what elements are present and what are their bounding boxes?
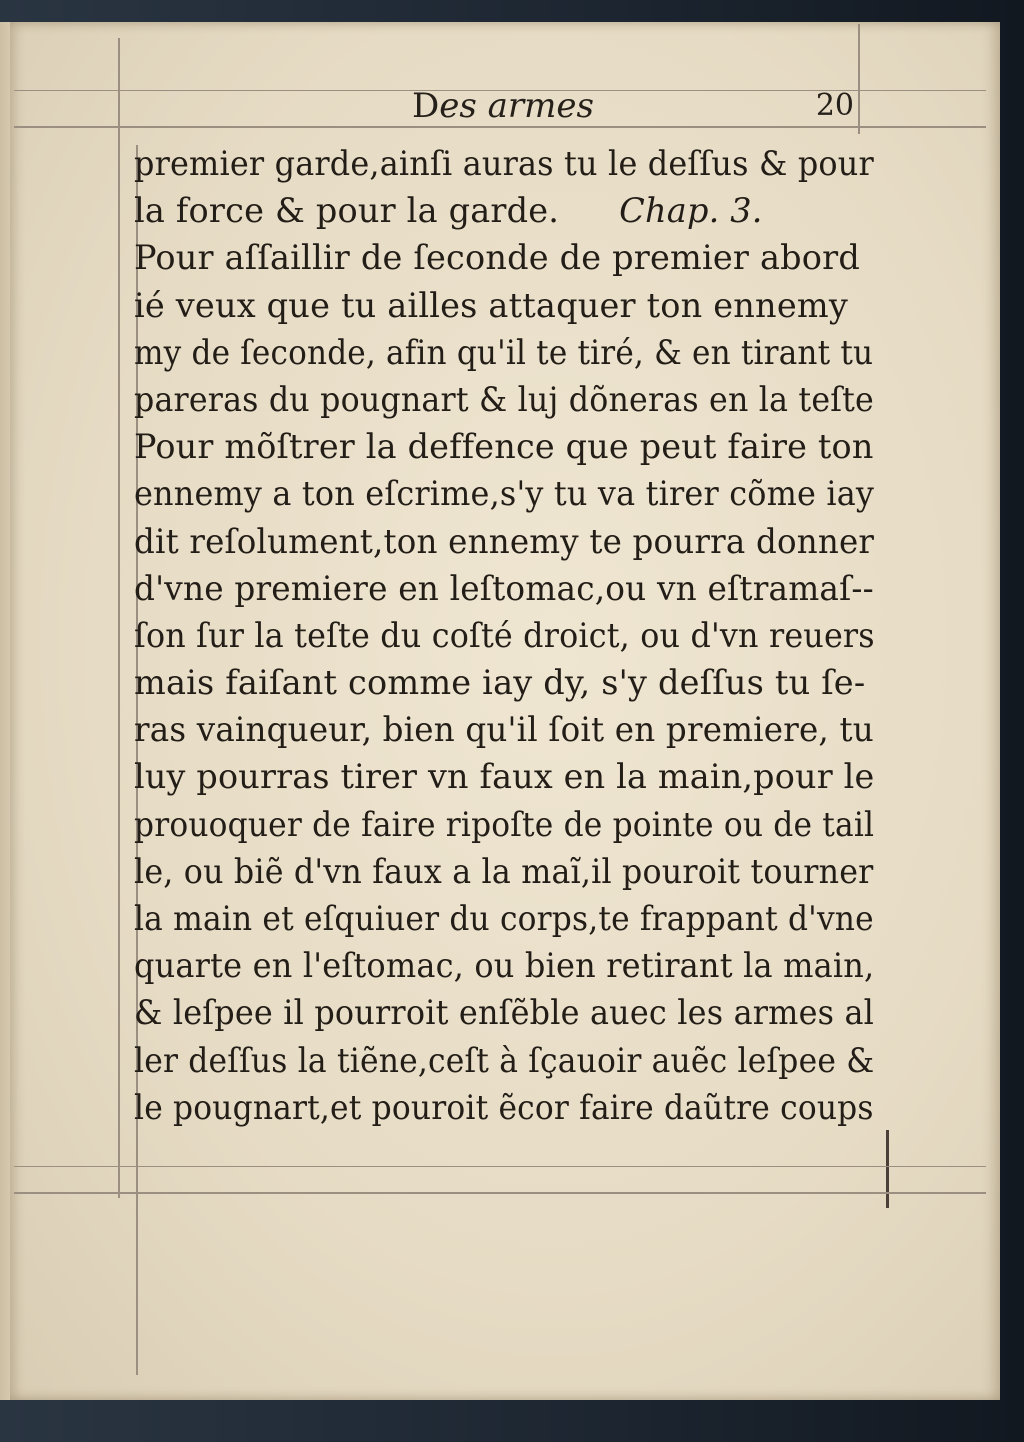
text-line: quarte en l'eſtomac, ou bien retirant la main, <box>134 946 875 986</box>
text-line: le pougnart,et pouroit ẽcor faire daũtre coups <box>134 1087 874 1127</box>
chapter-mark: Chap. 3. <box>619 191 763 231</box>
frame-rule-left-outer <box>118 38 120 1198</box>
frame-rule-bottom <box>14 1166 986 1167</box>
text-line: ié veux que tu ailles attaquer ton ennemy <box>134 285 848 325</box>
frame-rule-right <box>858 24 860 134</box>
frame-rule-right-lower <box>886 1130 889 1208</box>
frame-rule-footer <box>14 1192 986 1194</box>
text-block <box>134 140 874 1131</box>
text-line: d'vne premiere en leſtomac,ou vn eſtramaſ-- <box>134 568 874 608</box>
text-line: pareras du pougnart & luj dõneras en la teſte <box>134 379 874 419</box>
text-line: prouoquer de faire ripoſte de pointe ou de tail <box>134 804 875 844</box>
text-line: ennemy a ton eſcrime,s'y tu va tirer cõme iay <box>134 474 875 514</box>
running-title-initial: D <box>412 86 440 126</box>
text-line: luy pourras tirer vn faux en la main,pour le <box>134 757 875 797</box>
text-line: ras vainqueur, bien qu'il ſoit en premiere, tu <box>134 710 874 750</box>
text-line: my de ſeconde, afin qu'il te tiré, & en tirant tu <box>134 332 874 372</box>
running-title <box>412 86 594 126</box>
text-line: ler deſſus la tiẽne,ceſt à ſçauoir auẽc leſpee & <box>134 1040 875 1080</box>
text-line: dit reſolument,ton ennemy te pourra donner <box>134 521 875 561</box>
text-line: la main et eſquiuer du corps,te frappant d'vne <box>134 899 874 938</box>
page-number: 20 <box>815 88 854 123</box>
text-line: mais faiſant comme iay dy, s'y deſſus tu ſe- <box>134 663 866 703</box>
text-line: le, ou biẽ d'vn faux a la maĩ,il pouroit tourner <box>134 851 874 891</box>
text-line: Pour aſſaillir de ſeconde de premier abord <box>134 238 861 278</box>
text-line: premier garde,ainſi auras tu le deſſus & pour <box>134 144 874 183</box>
text-line-with-chapter <box>134 187 874 234</box>
running-title-rest: es armes <box>439 86 594 126</box>
text-line: Pour mõſtrer la deffence que peut faire ton <box>134 427 874 467</box>
text-line: ſon ſur la teſte du coſté droict, ou d'vn reuers <box>134 615 875 655</box>
running-head <box>130 86 858 130</box>
text-line: la force & pour la garde. <box>134 191 560 231</box>
text-line: & leſpee il pourroit enſẽble auec les armes al <box>134 993 875 1033</box>
